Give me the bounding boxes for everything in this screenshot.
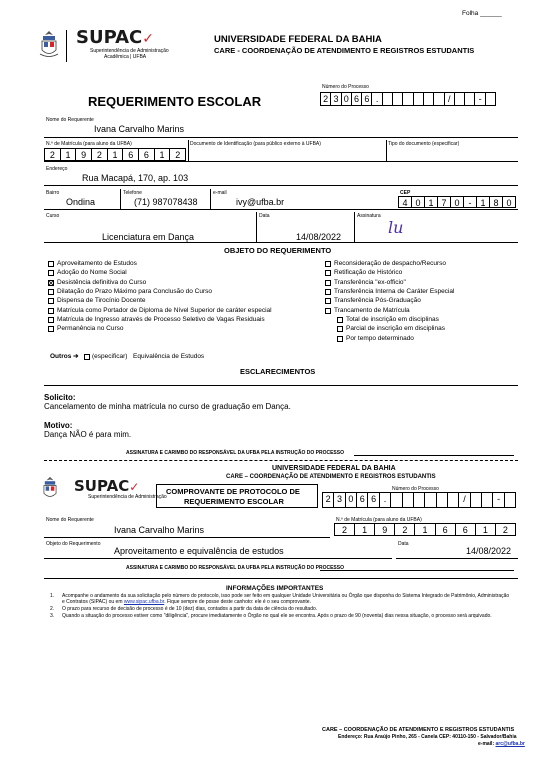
info-item: 1. Acompanhe o andamento da sua solicitação pelo número do protocolo, isso pode ser feito em qualquer Unidade Universitária ou Órgão que disponha do Sistema Integrado de Patrimônio, Administração e Contratos (SIPAC) ou em www.sipac.ufba.br. Fique sempre de posse deste canhoto: ele é o seu comprovante. [50,593,510,605]
telefone-field[interactable]: (71) 987078438 [134,197,198,207]
curso-label: Curso [46,213,60,219]
nome-field[interactable]: Ivana Carvalho Marins [94,124,185,134]
data-label: Data [259,213,270,219]
motivo-label: Motivo: [44,421,73,430]
footer-line1: CARE – COORDENAÇÃO DE ATENDIMENTO E REGISTROS ESTUDANTIS [322,727,515,733]
comprovante-matricula-label: N.º de Matrícula (para aluno da UFBA) [336,517,422,523]
objeto-sub-item-label: Por tempo determinado [346,334,414,342]
footer-line3: e-mail: arc@ufba.br [478,741,525,747]
esclarecimentos-heading: ESCLARECIMENTOS [240,367,316,376]
objeto-left-item-checkbox[interactable] [48,308,54,314]
objeto-sub-item-checkbox[interactable] [337,326,343,332]
objeto-left-item-label: Matrícula de Ingresso através de Processo Seletivo de Vagas Residuais [57,315,265,323]
objeto-left-item-checkbox[interactable] [48,280,54,286]
processo-label: Número do Processo [322,84,369,90]
objeto-right-item-checkbox[interactable] [325,280,331,286]
endereco-label: Endereço [46,166,68,172]
comprovante-data-label: Data [398,541,409,547]
outros-label: Outros ➔ [50,353,79,360]
cut-line [44,460,518,461]
info-heading: INFORMAÇÕES IMPORTANTES [226,585,324,592]
outros-value: Equivalência de Estudos [133,353,205,360]
assinatura-label: Assinatura [357,213,381,219]
objeto-left-item-label: Dispensa de Tirocínio Docente [57,297,146,305]
footer-email-link[interactable]: arc@ufba.br [495,741,525,747]
objeto-left-item-label: Permanência no Curso [57,325,124,333]
supac-sub2: Acadêmica | UFBA [104,54,147,60]
objeto-right-item-label: Transferência "ex-officio" [334,278,406,286]
assinatura-responsavel-1: ASSINATURA E CARIMBO DO RESPONSÁVEL DA UFBA PELA INSTRUÇÃO DO PROCESSO [126,450,344,456]
objeto-left-item-label: Adoção do Nome Social [57,269,127,277]
objeto-right-item-label: Transferência Pós-Graduação [334,297,421,305]
objeto-left-item-checkbox[interactable] [48,298,54,304]
comprovante-title1: COMPROVANTE DE PROTOCOLO DE [166,487,300,496]
objeto-left-item-label: Desistência definitiva do Curso [57,278,147,286]
tipo-doc-label: Tipo do documento (especificar) [388,141,460,147]
documento-label: Documento de Identificação (para público externo à UFBA) [190,141,321,147]
bairro-label: Bairro [46,190,60,196]
info-item: 2. O prazo para recurso de decisão de processo é de 10 (dez) dias, contados a partir da data de ciência do resultado. [50,606,318,612]
outros-especificar: (especificar) [92,353,128,360]
telefone-label: Telefone [123,190,142,196]
objeto-left-item-checkbox[interactable] [48,261,54,267]
objeto-right-item-label: Reconsideração de despacho/Recurso [334,260,447,267]
cep-boxes[interactable]: 4 0 1 7 0 - 1 8 0 [398,196,516,208]
objeto-left-item-label: Aproveitamento de Estudos [57,260,137,267]
comprovante-processo-label: Número do Processo [392,486,439,492]
objeto-right-item-checkbox[interactable] [325,298,331,304]
info-item: 3. Quando a situação do processo estiver como "diligência", procure imediatamente o Órgão no qual ele se encontra. Após o prazo de 90 (noventa) dias nessa situação, o processo será arquivado. [50,613,492,619]
folha-label: Folha ______ [462,10,502,17]
objeto-left-item-checkbox[interactable] [48,326,54,332]
comprovante-objeto: Aproveitamento e equivalência de estudos [114,546,284,556]
objeto-right-item-label: Trancamento de Matrícula [334,306,410,314]
supac-sub1-2: Superintendência de Administração [88,494,167,500]
matricula-label: N.º de Matrícula (para aluno da UFBA) [46,141,132,147]
endereco-field[interactable]: Rua Macapá, 170, ap. 103 [82,173,189,183]
outros-checkbox[interactable] [84,354,90,360]
info-list [50,593,520,620]
comprovante-nome: Ivana Carvalho Marins [114,525,205,535]
supac-logo-2: SUPAC✓ [74,477,140,495]
objeto-sub-item-checkbox[interactable] [337,317,343,323]
objeto-sub-item-label: Parcial de inscrição em disciplinas [346,325,445,333]
objeto-right-item-checkbox[interactable] [325,261,331,267]
page-title: REQUERIMENTO ESCOLAR [88,94,262,109]
objeto-left-item-label: Dilatação do Prazo Máximo para Conclusão do Curso [57,287,212,295]
supac-sub1: Superintendência de Administração [90,48,169,54]
processo-number-boxes[interactable]: 2 3 0 6 6 . / - [320,92,496,106]
comprovante-care: CARE – COORDENAÇÃO DE ATENDIMENTO E REGISTROS ESTUDANTIS [226,474,436,480]
bairro-field[interactable]: Ondina [66,197,96,207]
objeto-sub-item-checkbox[interactable] [337,336,343,342]
nome-label: Nome do Requerente [46,117,94,123]
comprovante-processo-boxes[interactable]: 2 3 0 6 6 . / - [322,492,516,508]
signature: lu [388,218,404,237]
curso-field[interactable]: Licenciatura em Dança [102,232,195,242]
objeto-right-item-label: Retificação de Histórico [334,269,403,277]
comprovante-university: UNIVERSIDADE FEDERAL DA BAHIA [272,465,396,472]
objeto-left-item-checkbox[interactable] [48,317,54,323]
comprovante-matricula-boxes: 2 1 9 2 1 6 6 1 2 [334,523,516,536]
motivo-text: Dança NÃO é para mim. [44,430,132,439]
email-field[interactable]: ivy@ufba.br [236,197,285,207]
care-subtitle: CARE - COORDENAÇÃO DE ATENDIMENTO E REGISTROS ESTUDANTIS [214,46,475,55]
university-title: UNIVERSIDADE FEDERAL DA BAHIA [214,34,382,45]
objeto-left-item-checkbox[interactable] [48,270,54,276]
cep-label: CEP [400,190,411,196]
header-divider [66,30,67,62]
objeto-right-item-label: Transferência Interna de Caráter Especial [334,287,455,295]
comprovante-data: 14/08/2022 [466,546,512,556]
ufba-crest-icon [38,30,60,60]
comprovante-objeto-label: Objeto do Requerimento [46,541,101,547]
objeto-right-item-checkbox[interactable] [325,289,331,295]
objeto-right-item-checkbox[interactable] [325,308,331,314]
solicito-text: Cancelamento de minha matrícula no curso de graduação em Dança. [44,402,291,411]
matricula-boxes[interactable]: 2 1 9 2 1 6 6 1 2 [44,148,186,161]
footer-line2: Endereço: Rua Araújo Pinho, 265 - Canela CEP: 40110-150 - Salvador/Bahia [338,734,517,740]
assinatura-responsavel-2: ASSINATURA E CARIMBO DO RESPONSÁVEL DA UFBA PELA INSTRUÇÃO DO PROCESSO [126,565,344,571]
solicito-label: Solicito: [44,393,76,402]
ufba-crest-icon-2 [40,476,60,502]
objeto-right-item-checkbox[interactable] [325,270,331,276]
comprovante-nome-label: Nome do Requerente [46,517,94,523]
sipac-link[interactable]: www.sipac.ufba.br [123,599,165,605]
comprovante-title2: REQUERIMENTO ESCOLAR [184,497,284,506]
objeto-heading: OBJETO DO REQUERIMENTO [224,246,332,255]
email-label: e-mail [213,190,227,196]
objeto-sub-item-label: Total de inscrição em disciplinas [346,316,439,323]
objeto-left-item-label: Matrícula como Portador de Diploma de Nível Superior de caráter especial [57,306,272,314]
objeto-left-item-checkbox[interactable] [48,289,54,295]
data-field[interactable]: 14/08/2022 [296,232,342,242]
supac-logo: SUPAC✓ [76,27,154,48]
